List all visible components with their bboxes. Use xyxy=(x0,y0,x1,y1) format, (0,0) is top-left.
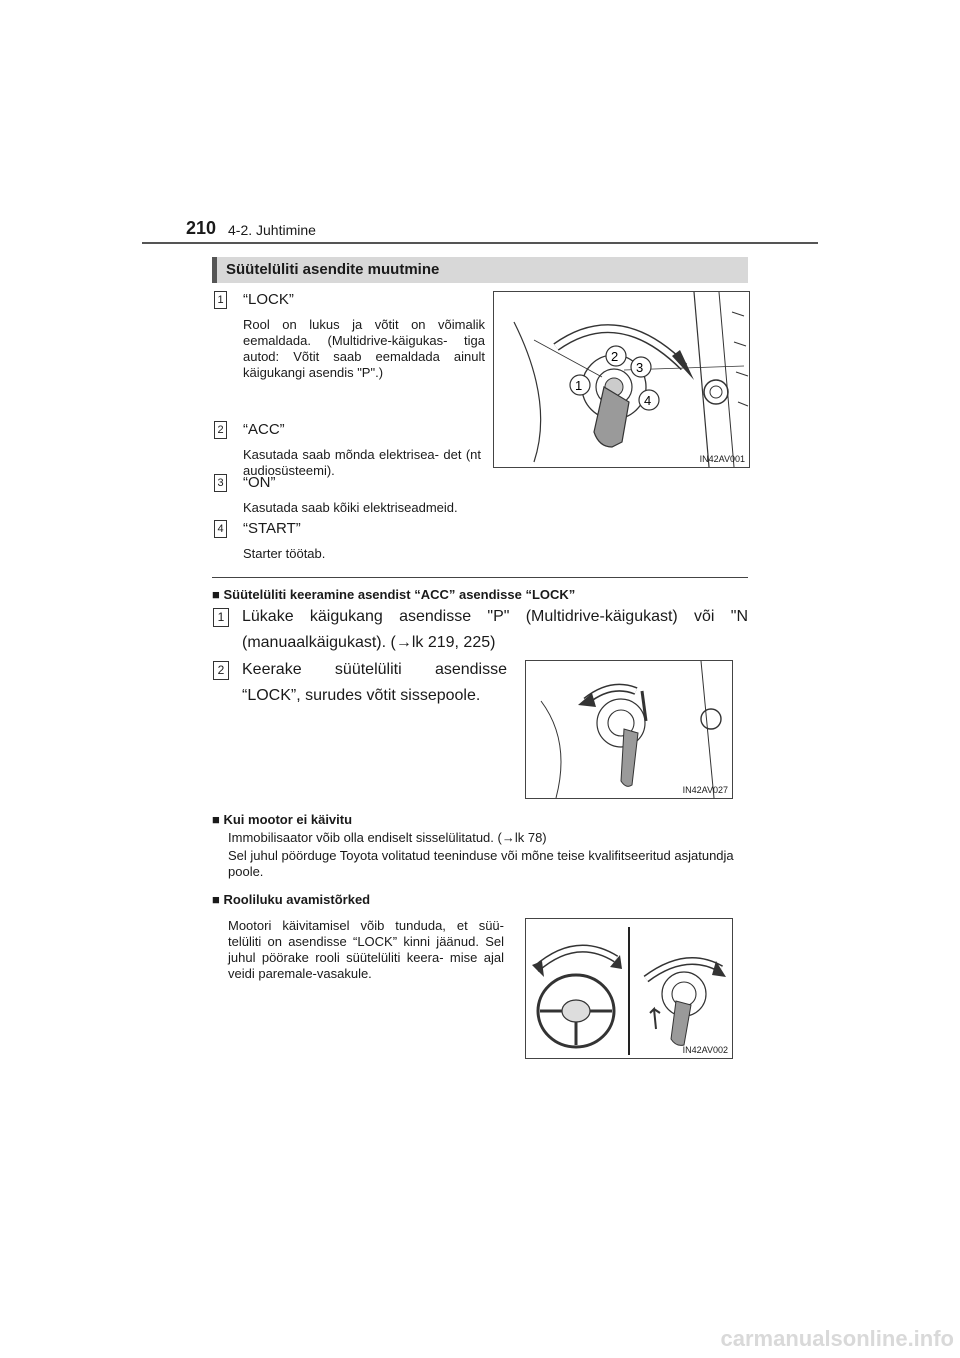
note-steering-text: Mootori käivitamisel võib tunduda, et süü- telüliti on asendisse “LOCK” kinni jäänud. Sel juhul pöörake rooli süütelüliti keera- mise ajal veidi paremale-vasakule. xyxy=(228,918,504,981)
position-title-acc: “ACC” xyxy=(243,421,285,438)
step-text-1: Lükake käigukang asendisse "P" (Multidrive-käigukast) või "N (manuaalkäigukast). (→lk 219, 225) xyxy=(242,608,748,651)
header-rule xyxy=(142,242,818,244)
section-tab xyxy=(212,257,217,283)
position-title-on: “ON” xyxy=(243,474,276,491)
figure3-code: IN42AV002 xyxy=(682,1045,728,1055)
position-badge-4: 4 xyxy=(214,520,227,538)
position-badge-1: 1 xyxy=(214,291,227,309)
page-number: 210 xyxy=(186,218,217,238)
position-desc-start: Starter töötab. xyxy=(243,546,326,561)
note-engine-title-text: Kui mootor ei käivitu xyxy=(223,812,353,827)
ignition-switch-illustration xyxy=(494,292,749,467)
subsection-lock-title-text: Süütelüliti keeramine asendist “ACC” asendisse “LOCK” xyxy=(223,587,576,602)
key-push-turn-figure xyxy=(525,660,733,799)
steering-wheel-illustration xyxy=(526,919,732,1058)
note-steering-title-text: Rooliluku avamistõrked xyxy=(223,892,371,907)
ignition-positions-figure xyxy=(493,291,750,468)
step-badge-2: 2 xyxy=(213,661,229,680)
position-desc-on: Kasutada saab kõiki elektriseadmeid. xyxy=(243,500,458,515)
step-text-2: Keerake süütelüliti asendisse “LOCK”, surudes võtit sissepoole. xyxy=(242,661,507,704)
subsection-lock-title: ■ Süütelüliti keeramine asendist “ACC” asendisse “LOCK” xyxy=(212,587,576,602)
note-steering-title: ■ Rooliluku avamistõrked xyxy=(212,892,371,907)
figure1-label-2: 2 xyxy=(611,349,619,364)
watermark: carmanualsonline.info xyxy=(720,1326,954,1351)
chapter-title: 4-2. Juhtimine xyxy=(228,222,316,238)
figure2-code: IN42AV027 xyxy=(682,785,728,795)
figure1-label-1: 1 xyxy=(575,378,583,393)
position-title-start: “START” xyxy=(243,520,301,537)
section-title: Süütelüliti asendite muutmine xyxy=(226,261,440,278)
note-engine-line2: Sel juhul pöörduge Toyota volitatud teeninduse või mõne teise kvalifitseeritud asjatundja poole. xyxy=(228,848,734,879)
key-push-illustration xyxy=(526,661,732,798)
figure1-label-3: 3 xyxy=(636,360,644,375)
position-desc-acc: Kasutada saab mõnda elektrisea- det (nt audiosüsteemi). xyxy=(243,447,481,478)
step-badge-1: 1 xyxy=(213,608,229,627)
position-title-lock: “LOCK” xyxy=(243,291,294,308)
subsection-separator xyxy=(212,577,748,578)
position-badge-3: 3 xyxy=(214,474,227,492)
note-engine-title: ■ Kui mootor ei käivitu xyxy=(212,812,353,827)
figure1-label-4: 4 xyxy=(644,393,652,408)
steering-unlock-figure xyxy=(525,918,733,1059)
section-header xyxy=(212,257,748,283)
position-desc-lock: Rool on lukus ja võtit on võimalik eemaldada. (Multidrive-käigukas- tiga autod: Võtit saab eemaldada ainult käigukangi asendis "P".) xyxy=(243,317,485,380)
position-badge-2: 2 xyxy=(214,421,227,439)
note-engine-line1: Immobilisaator võib olla endiselt sisselülitatud. (→lk 78) xyxy=(228,830,547,845)
figure1-code: IN42AV001 xyxy=(699,454,745,464)
